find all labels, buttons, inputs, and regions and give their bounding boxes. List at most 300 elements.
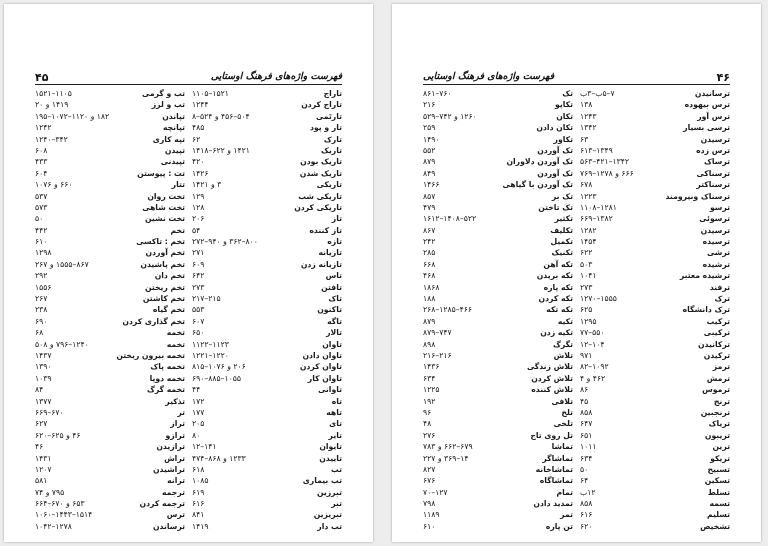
entry-word: ترساندن [152, 521, 185, 531]
entry-word: تازیانه [318, 248, 342, 258]
index-entry [35, 213, 185, 224]
index-entry [35, 487, 185, 498]
index-entry [35, 236, 185, 247]
entry-word: ترس آور [697, 111, 730, 121]
entry-page-refs: ۱۱۰۵–۱۵۲۱ [35, 89, 72, 98]
index-entry [423, 202, 573, 213]
entry-page-refs: ۶۳۴ [423, 373, 436, 383]
entry-word: تپانچه [162, 123, 185, 133]
entry-page-refs: ۱۲۷–۷۰ [423, 487, 448, 497]
entry-word: تسمه [709, 499, 730, 509]
entry-page-refs: ۵۰ [35, 214, 44, 224]
entry-page-refs: ۲۷۳ [192, 282, 205, 292]
index-entry [35, 384, 185, 395]
entry-word: تاراج کردن [301, 100, 342, 110]
entry-word: تکه تکه [546, 305, 573, 315]
index-entry [35, 464, 185, 475]
entry-page-refs: ۱۲۸ [192, 202, 205, 212]
entry-page-refs: ۲۱۶ [423, 100, 436, 110]
index-entry [192, 270, 342, 281]
entry-page-refs: ۱۰۴۱ [580, 271, 597, 281]
index-entry [192, 202, 342, 213]
entry-page-refs: ۶۲ [192, 134, 201, 144]
entry-word: تبریزین [313, 510, 342, 520]
index-entry [192, 418, 342, 429]
index-entry [35, 225, 185, 236]
entry-page-refs: ۱۲۹۸ [35, 248, 52, 258]
index-entry [192, 304, 342, 315]
entry-word: تماشاگر [542, 453, 573, 463]
entry-page-refs: ۵۳۷ [35, 191, 48, 201]
entry-page-refs: ۱۲۰۷ [35, 464, 52, 474]
entry-page-refs: ۱۴۱۹ و ۲۰ [35, 100, 69, 110]
index-entry [423, 247, 573, 258]
entry-word: تاز [331, 214, 342, 224]
entry-page-refs: ۱۷۲ [192, 396, 205, 406]
index-entry [423, 509, 573, 520]
index-entry [35, 475, 185, 486]
entry-word: تکه آهن [543, 259, 573, 269]
entry-page-refs: ۸۴ [35, 385, 44, 395]
entry-word: تت : پیوستن [137, 168, 185, 178]
entry-page-refs: ۶۲۰ [580, 521, 593, 531]
index-entry [192, 350, 342, 361]
index-entry [580, 453, 730, 464]
entry-word: تکیه زدن [540, 328, 573, 338]
entry-page-refs: ۶۹۰ [35, 316, 48, 326]
entry-page-refs: ۲۱۶–۲۱۶ [423, 350, 452, 360]
index-entry [192, 521, 342, 532]
entry-page-refs: ۶۲۲ [580, 248, 593, 258]
entry-word: تراشیدن [152, 464, 185, 474]
entry-page-refs: ۱۴۳۷ [35, 350, 52, 360]
entry-word: تب و گرمی [142, 89, 185, 98]
index-entry [580, 122, 730, 133]
entry-page-refs: ۱۲۲۵ [423, 385, 440, 395]
index-entry [423, 316, 573, 327]
entry-word: ترک [714, 294, 730, 304]
entry-page-refs: ۳۴۲–۱۲۴۰ [35, 134, 68, 144]
entry-word: تخمه گرگ [146, 385, 185, 395]
entry-page-refs: ۱۵۱۴–۱۴۴۳–۱۰۶۰ [35, 510, 93, 520]
entry-word: تریبون [704, 430, 730, 440]
entry-word: ترسناکی [696, 168, 730, 178]
entry-page-refs: ۱۴۶۶ [423, 180, 440, 190]
entry-page-refs: ۱۲۹ [192, 191, 205, 201]
index-entry [580, 521, 730, 532]
entry-word: تاگه [327, 316, 342, 326]
index-entry [423, 464, 573, 475]
entry-page-refs: ۱۰۹۲–۸۲ [580, 362, 609, 372]
entry-word: تار و پود [310, 123, 342, 133]
index-entry [423, 134, 573, 145]
entry-page-refs: ۲۰۵ [192, 419, 205, 429]
entry-page-refs: ۹۶ [423, 407, 432, 417]
entry-page-refs: ۵۸۱ [35, 476, 48, 486]
entry-word: تشخیص [700, 521, 730, 531]
index-entry [423, 145, 573, 156]
entry-word: تکنیک [551, 248, 573, 258]
entry-page-refs: ۳ و ۱۴۲۱ [192, 180, 222, 190]
entry-word: تایر [328, 430, 342, 440]
index-entry [35, 134, 185, 145]
index-entry [423, 350, 573, 361]
index-entry [192, 430, 342, 441]
entry-word: تخمه [166, 339, 185, 349]
entry-word: تاک [328, 294, 342, 304]
index-entry [580, 99, 730, 110]
entry-word: تافتن [321, 282, 342, 292]
index-entry [192, 111, 342, 122]
index-entry [35, 361, 185, 372]
index-entry [192, 213, 342, 224]
entry-word: تب [330, 464, 342, 474]
entry-page-refs: ۶۵۱ [580, 430, 593, 440]
entry-word: تخم : تاکسی [136, 237, 185, 247]
entry-word: تبر [331, 499, 342, 509]
entry-page-refs: ۵۰۴–۴۵۶ و ۵۲۴–۸ [192, 111, 250, 121]
entry-word: تگرگ [552, 339, 573, 349]
entry-page-refs: ۲۷۳ [580, 282, 593, 292]
entry-word: تارتَمی [315, 111, 342, 121]
entry-page-refs: ۶۴۷ [580, 419, 593, 429]
entry-word: تاکنون [317, 305, 342, 315]
index-entry [192, 134, 342, 145]
index-entry [35, 498, 185, 509]
index-entry [35, 247, 185, 258]
entry-word: تاوانی [318, 385, 342, 395]
index-entry [580, 475, 730, 486]
index-entry [35, 270, 185, 281]
entry-page-refs: ۱۲۴۴ [192, 100, 209, 110]
index-entry [580, 134, 730, 145]
entry-page-refs: ۶۱۶ [192, 499, 205, 509]
entry-page-refs: ۶۵۰ [192, 328, 205, 338]
entry-page-refs: ۸۴۹ [423, 168, 436, 178]
entry-page-refs: ۸۶۷–۱۵۵۵ و ۲۶۷ [35, 259, 89, 269]
entry-word: ترجمه کردن [139, 499, 185, 509]
index-entry [423, 168, 573, 179]
entry-word: تاریکی [316, 180, 342, 190]
entry-page-refs: ۱۰۴–۱۲ [580, 339, 605, 349]
entry-word: ترکانیدن [697, 339, 730, 349]
entry-word: تازه [327, 237, 342, 247]
entry-page-refs: ۱۴۲۶ [192, 168, 209, 178]
index-entry [35, 122, 185, 133]
index-entry [580, 304, 730, 315]
index-entry [192, 498, 342, 509]
entry-page-refs: ۱۵۵۶ [35, 282, 52, 292]
entry-word: تازیانه زدن [300, 259, 342, 269]
entry-word: تخم گذاری کردن [122, 316, 185, 326]
entry-word: تاریکی کردن [294, 202, 342, 212]
entry-word: تسبیح [707, 464, 730, 474]
entry-page-refs: ۴۴ [192, 385, 201, 395]
entry-page-refs: ۶۱۶ [580, 510, 593, 520]
entry-page-refs: ۷۴۷–۸۷۹ [423, 328, 452, 338]
entry-page-refs: ۸۶ [580, 385, 589, 395]
entry-page-refs: ۱۷۷ [192, 407, 205, 417]
entry-word: تذکیر [165, 396, 185, 406]
entry-word: تبرزین [316, 487, 342, 497]
entry-page-refs: ۱۳۴۹–۶۱۳ [580, 145, 613, 155]
index-entry [35, 509, 185, 520]
index-entry [35, 441, 185, 452]
entry-page-refs: ۵۵۰–۷۷ [580, 328, 605, 338]
entry-page-refs: ۲۵۹ [423, 123, 436, 133]
entry-page-refs: ۱۲۹۵ [580, 316, 597, 326]
entry-page-refs: ۶۶۸ [423, 259, 436, 269]
entry-word: تماشا [551, 442, 573, 452]
index-entry [423, 384, 573, 395]
index-entry [580, 270, 730, 281]
entry-page-refs: ۶۷۹–۶۶۲ و ۷۸۳ [423, 442, 473, 452]
index-entry [580, 259, 730, 270]
entry-page-refs: ۲۰۶ [192, 214, 205, 224]
entry-word: تسکین [704, 476, 730, 486]
index-entry [580, 487, 730, 498]
entry-page-refs: ۱۴۲۱ و ۶۲۲–۱۴۱۸ [192, 145, 250, 155]
entry-word: تپاندن [162, 111, 185, 121]
right-page [392, 4, 761, 542]
index-entry [35, 407, 185, 418]
entry-page-refs: ۸۰۰–۳۶۲ و ۹۴۰–۲۷۲ [192, 237, 258, 247]
entry-page-refs: ۴۴۲ [35, 225, 48, 235]
index-entry [35, 373, 185, 384]
entry-page-refs: ۴۶ [35, 442, 44, 452]
entry-word: تاریک شدن [299, 168, 342, 178]
entry-word: تکلیف [550, 225, 573, 235]
entry-word: تکان دادن [536, 123, 573, 133]
entry-word: تکان [556, 111, 573, 121]
entry-word: تخت نشین [144, 214, 185, 224]
left-page [4, 4, 373, 542]
index-column-right [192, 88, 342, 532]
entry-word: ترنج [713, 396, 730, 406]
entry-page-refs: ۱۸۶۸ [423, 282, 440, 292]
index-entry [580, 350, 730, 361]
entry-page-refs: ۸۶۷ [423, 225, 436, 235]
entry-page-refs: ۱۲ب [580, 487, 596, 497]
index-entry [192, 487, 342, 498]
index-entry [423, 225, 573, 236]
index-entry [35, 191, 185, 202]
entry-word: ترسیده [702, 237, 730, 247]
entry-word: تاییدن [319, 453, 342, 463]
entry-page-refs: ۱۰۱۱ [580, 442, 597, 452]
entry-page-refs: ۱۲۸۲ [580, 225, 597, 235]
entry-page-refs: ۹۷۱ [580, 350, 593, 360]
entry-word: تکثیر [554, 214, 573, 224]
entry-page-refs: ۸۵۷ [423, 191, 436, 201]
entry-page-refs: ۱۴۹۰ [423, 134, 440, 144]
entry-word: تاریک [321, 145, 342, 155]
index-entry [192, 316, 342, 327]
index-entry [192, 464, 342, 475]
entry-word: تلخی [553, 419, 573, 429]
entry-page-refs: ۶۳ [580, 134, 589, 144]
entry-page-refs: ۱۲۴۰–۷۹۶ و ۵۰۸ [35, 339, 89, 349]
entry-word: تک آوردن [537, 145, 573, 155]
index-entry [423, 418, 573, 429]
entry-page-refs: ۱۳۴۲–۴۲۱–۵۶۳ [580, 157, 629, 167]
entry-word: ترس [166, 510, 185, 520]
index-entry [423, 498, 573, 509]
entry-word: ترازیدن [156, 442, 185, 452]
entry-word: تمر [560, 510, 573, 520]
entry-word: تکه بریدن [536, 271, 573, 281]
entry-word: تک آوردن دلاوران [506, 157, 573, 167]
entry-word: تک آوردن با گیاهی [502, 180, 573, 190]
entry-word: تخمه [166, 328, 185, 338]
entry-page-refs: ۱۱۸۹ [423, 510, 440, 520]
page-number: ۴۵ [35, 71, 49, 84]
entry-word: تلاش کننده [531, 385, 573, 395]
entry-word: تکیه [557, 316, 573, 326]
entry-page-refs: ۷۹۵ و ۷۴ [35, 487, 65, 497]
index-entry [580, 464, 730, 475]
entry-word: تکاپو [555, 100, 573, 110]
index-entry [423, 521, 573, 532]
index-entry [192, 282, 342, 293]
index-entry [192, 339, 342, 350]
entry-word: تب بیماری [302, 476, 342, 486]
index-entry [580, 145, 730, 156]
entry-word: تپه کاری [152, 134, 185, 144]
entry-page-refs: ۶۴ [580, 476, 589, 486]
entry-page-refs: ۸۲۷ [423, 464, 436, 474]
entry-page-refs: ۱۴۳۱ [35, 453, 52, 463]
entry-word: تریاک [708, 419, 730, 429]
entry-word: تاریکی شب [298, 191, 342, 201]
entry-word: ترسو [709, 202, 730, 212]
entry-word: تخت روان [147, 191, 185, 201]
entry-page-refs: ۱۱۲۳–۱۱۲۲ [192, 339, 229, 349]
index-entry [192, 191, 342, 202]
index-entry [35, 282, 185, 293]
entry-word: تسلیم [706, 510, 730, 520]
index-entry [580, 373, 730, 384]
entry-word: تایوان [319, 442, 342, 452]
entry-page-refs: ۶۰۷ [192, 316, 205, 326]
index-column-left [423, 88, 573, 532]
entry-word: ترس بیهوده [684, 100, 730, 110]
entry-word: تخم گیاه [152, 305, 185, 315]
entry-page-refs: ۵۰۳ [580, 259, 593, 269]
entry-page-refs: ۱۲۲۰–۱۲۲۱ [192, 350, 229, 360]
index-entry [423, 122, 573, 133]
entry-page-refs: ۶۲۵ [580, 305, 593, 315]
entry-word: تخم کاشتن [142, 294, 185, 304]
entry-page-refs: ۴۸۵ [192, 123, 205, 133]
entry-word: ترشیده [702, 259, 730, 269]
entry-word: تریکو [710, 453, 730, 463]
index-entry [580, 441, 730, 452]
index-entry [423, 259, 573, 270]
index-entry [580, 213, 730, 224]
entry-page-refs: ۴۸ [423, 419, 432, 429]
entry-word: ترازو [165, 430, 185, 440]
entry-word: ترمز [712, 362, 730, 372]
entry-page-refs: ۲۷۱ [192, 248, 205, 258]
index-entry [580, 225, 730, 236]
index-entry [192, 327, 342, 338]
index-entry [423, 213, 573, 224]
entry-page-refs: ۸۷۹ [423, 157, 436, 167]
index-entry [580, 168, 730, 179]
entry-page-refs: ۶۶۶ و ۱۲۷۸–۷۶۹ [580, 168, 634, 178]
entry-word: تخم دان [154, 271, 185, 281]
entry-word: ترسناک ونیرومند [665, 191, 730, 201]
running-title: فهرست واژه‌های فرهنگ اوستایی [210, 71, 342, 82]
entry-word: تاه [331, 396, 342, 406]
index-entry [580, 202, 730, 213]
entry-word: ترکیدن [703, 350, 730, 360]
entry-word: ترفند [709, 282, 730, 292]
index-entry [192, 475, 342, 486]
index-entry [192, 225, 342, 236]
index-entry [580, 111, 730, 122]
index-entry [580, 498, 730, 509]
index-entry [35, 202, 185, 213]
index-entry [423, 99, 573, 110]
page-number: ۴۶ [716, 71, 730, 84]
entry-page-refs: ۱۵۲۱–۱۱۰۵ [192, 89, 229, 98]
entry-page-refs: ۱۰۳۹ [35, 373, 52, 383]
entry-word: تلافی [551, 396, 573, 406]
index-entry [192, 236, 342, 247]
index-entry [192, 453, 342, 464]
entry-page-refs: ۶۱۹ [192, 487, 205, 497]
index-entry [423, 293, 573, 304]
entry-page-refs: ۱۰۵۵–۸۸۵–۶۹۰ [192, 373, 241, 383]
entry-page-refs: ۱۵۵۵–۱۲۷۰ [580, 294, 617, 304]
index-entry [192, 168, 342, 179]
entry-page-refs: ۲۴۲ [423, 237, 436, 247]
entry-word: تک [562, 89, 573, 98]
entry-word: تاز کننده [309, 225, 342, 235]
entry-page-refs: ۱۸۸ [423, 294, 436, 304]
entry-word: تتار [171, 180, 185, 190]
index-entry [35, 168, 185, 179]
entry-page-refs: ۴۶۶–۱۲۸۵–۲۶۸ [423, 305, 472, 315]
entry-word: ترسی بسیار [683, 123, 730, 133]
entry-page-refs: ۶۷۸ [580, 180, 593, 190]
entry-page-refs: ۶۲۷ [35, 419, 48, 429]
entry-page-refs: ۱۴۳۶ [423, 362, 440, 372]
entry-word: تارک [323, 134, 342, 144]
entry-word: تخم [170, 225, 185, 235]
index-entry [580, 179, 730, 190]
index-entry [423, 236, 573, 247]
entry-word: تاوان دادن [302, 350, 342, 360]
entry-page-refs: ۷–۵ب–۳ب [580, 89, 615, 98]
entry-word: تالار [326, 328, 342, 338]
entry-word: ترکیب [706, 316, 730, 326]
entry-word: ترس زده [696, 145, 730, 155]
index-entry [580, 191, 730, 202]
entry-page-refs: ۱۲۴۳ [580, 111, 597, 121]
entry-page-refs: ۴۳۳ [35, 157, 48, 167]
index-entry [35, 418, 185, 429]
index-entry [35, 339, 185, 350]
index-entry [423, 396, 573, 407]
index-entry [423, 453, 573, 464]
entry-word: ترشی [706, 248, 730, 258]
index-entry [580, 361, 730, 372]
entry-page-refs: ۱۳۴۲ [580, 123, 597, 133]
index-entry [423, 327, 573, 338]
